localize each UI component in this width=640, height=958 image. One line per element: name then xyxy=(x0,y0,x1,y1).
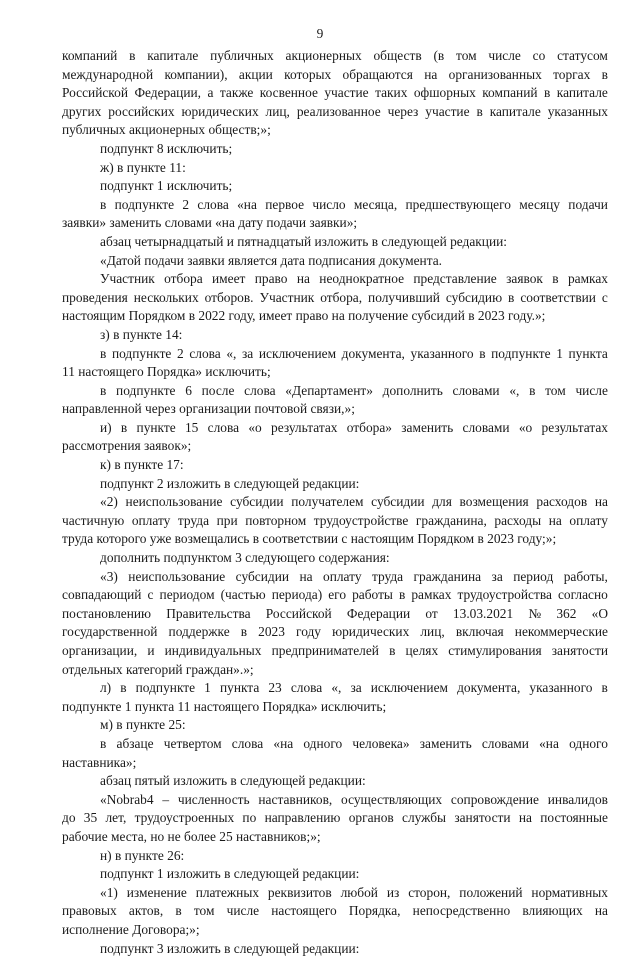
text-line: абзац четырнадцатый и пятнадцатый изложить в следующей редакции: xyxy=(62,233,608,252)
text-line: наставника»; xyxy=(62,754,608,773)
text-line: «3) неиспользование субсидии на оплату труда гражданина за период работы, xyxy=(62,568,608,587)
text-line: до 35 лет, трудоустроенных по направлению органов службы занятости на постоянные xyxy=(62,809,608,828)
text-line: ж) в пункте 11: xyxy=(62,159,608,178)
paragraph xyxy=(62,772,608,791)
paragraph xyxy=(62,270,608,326)
text-line: исполнение Договора;»; xyxy=(62,921,608,940)
paragraph xyxy=(62,549,608,568)
paragraph xyxy=(62,177,608,196)
text-line: «1) изменение платежных реквизитов любой из сторон, положений нормативных xyxy=(62,884,608,903)
paragraph xyxy=(62,159,608,178)
text-line: Российской Федерации, а также косвенное участие таких офшорных компаний в капитале xyxy=(62,84,608,103)
paragraph xyxy=(62,419,608,456)
text-line: подпункте 1 пункта 11 настоящего Порядка» исключить; xyxy=(62,698,608,717)
text-line: отдельных категорий граждан».»; xyxy=(62,661,608,680)
text-line: компаний в капитале публичных акционерных обществ (в том числе со статусом xyxy=(62,47,608,66)
text-line: з) в пункте 14: xyxy=(62,326,608,345)
paragraph xyxy=(62,47,608,140)
text-line: дополнить подпунктом 3 следующего содержания: xyxy=(62,549,608,568)
text-line: в подпункте 2 слова «на первое число месяца, предшествующего месяцу подачи xyxy=(62,196,608,215)
text-line: «2) неиспользование субсидии получателем субсидии для возмещения расходов на xyxy=(62,493,608,512)
text-line: направленной через организации почтовой связи,»; xyxy=(62,400,608,419)
text-line: рабочие места, но не более 25 наставников;»; xyxy=(62,828,608,847)
text-line: государственной поддержке в 2023 году юридических лиц, включая некоммерческие xyxy=(62,623,608,642)
text-line: в абзаце четвертом слова «на одного человека» заменить словами «на одного xyxy=(62,735,608,754)
text-line: правовых актов, в том числе настоящего Порядка, непосредственно влияющих на xyxy=(62,902,608,921)
text-line: м) в пункте 25: xyxy=(62,716,608,735)
text-line: труда которого уже возмещались в соответствии с настоящим Порядком в 2023 году;»; xyxy=(62,530,608,549)
paragraph xyxy=(62,456,608,475)
paragraph xyxy=(62,382,608,419)
text-line: «Датой подачи заявки является дата подписания документа. xyxy=(62,252,608,271)
text-line: «Nobrab4 – численность наставников, осуществляющих сопровождение инвалидов xyxy=(62,791,608,810)
paragraph xyxy=(62,940,608,958)
paragraph xyxy=(62,233,608,252)
text-line: н) в пункте 26: xyxy=(62,847,608,866)
paragraph xyxy=(62,252,608,271)
text-line: в подпункте 2 слова «, за исключением документа, указанного в подпункте 1 пункта xyxy=(62,345,608,364)
text-line: заявки» заменить словами «на дату подачи заявки»; xyxy=(62,214,608,233)
text-line: подпункт 8 исключить; xyxy=(62,140,608,159)
text-line: других российских юридических лиц, реализованное через участие в капитале указанных xyxy=(62,103,608,122)
text-line: л) в подпункте 1 пункта 23 слова «, за исключением документа, указанного в xyxy=(62,679,608,698)
text-line: подпункт 1 исключить; xyxy=(62,177,608,196)
paragraph xyxy=(62,475,608,494)
paragraph xyxy=(62,791,608,847)
text-line: подпункт 3 изложить в следующей редакции: xyxy=(62,940,608,958)
text-line: Участник отбора имеет право на неоднократное представление заявок в рамках xyxy=(62,270,608,289)
text-line: и) в пункте 15 слова «о результатах отбора» заменить словами «о результатах xyxy=(62,419,608,438)
paragraph xyxy=(62,716,608,735)
text-line: совпадающий с периодом (частью периода) его работы в рамках трудоустройства согласно xyxy=(62,586,608,605)
text-line: 11 настоящего Порядка» исключить; xyxy=(62,363,608,382)
paragraph xyxy=(62,140,608,159)
text-line: к) в пункте 17: xyxy=(62,456,608,475)
page-number: 9 xyxy=(0,25,640,44)
paragraph xyxy=(62,196,608,233)
paragraph xyxy=(62,493,608,549)
text-line: абзац пятый изложить в следующей редакции: xyxy=(62,772,608,791)
text-line: частичную оплату труда при повторном трудоустройстве гражданина, расходы на оплату xyxy=(62,512,608,531)
text-line: международной компании), акции которых обращаются на организованных торгах в xyxy=(62,66,608,85)
paragraph xyxy=(62,884,608,940)
text-line: в подпункте 6 после слова «Департамент» дополнить словами «, в том числе xyxy=(62,382,608,401)
text-line: организации, и индивидуальных предпринимателей в целях стимулирования занятости xyxy=(62,642,608,661)
text-line: настоящим Порядком в 2022 году, имеет право на получение субсидий в 2023 году.»; xyxy=(62,307,608,326)
paragraph xyxy=(62,847,608,866)
paragraph xyxy=(62,865,608,884)
paragraph xyxy=(62,326,608,345)
paragraph xyxy=(62,679,608,716)
paragraph xyxy=(62,345,608,382)
text-line: подпункт 1 изложить в следующей редакции: xyxy=(62,865,608,884)
text-line: проведения нескольких отборов. Участник отбора, получивший субсидию в соответствии с xyxy=(62,289,608,308)
text-line: постановлению Правительства Российской Федерации от 13.03.2021 № 362 «О xyxy=(62,605,608,624)
text-line: рассмотрения заявок»; xyxy=(62,437,608,456)
document-body xyxy=(62,47,608,958)
text-line: подпункт 2 изложить в следующей редакции: xyxy=(62,475,608,494)
paragraph xyxy=(62,735,608,772)
text-line: публичных акционерных обществ;»; xyxy=(62,121,608,140)
paragraph xyxy=(62,568,608,680)
